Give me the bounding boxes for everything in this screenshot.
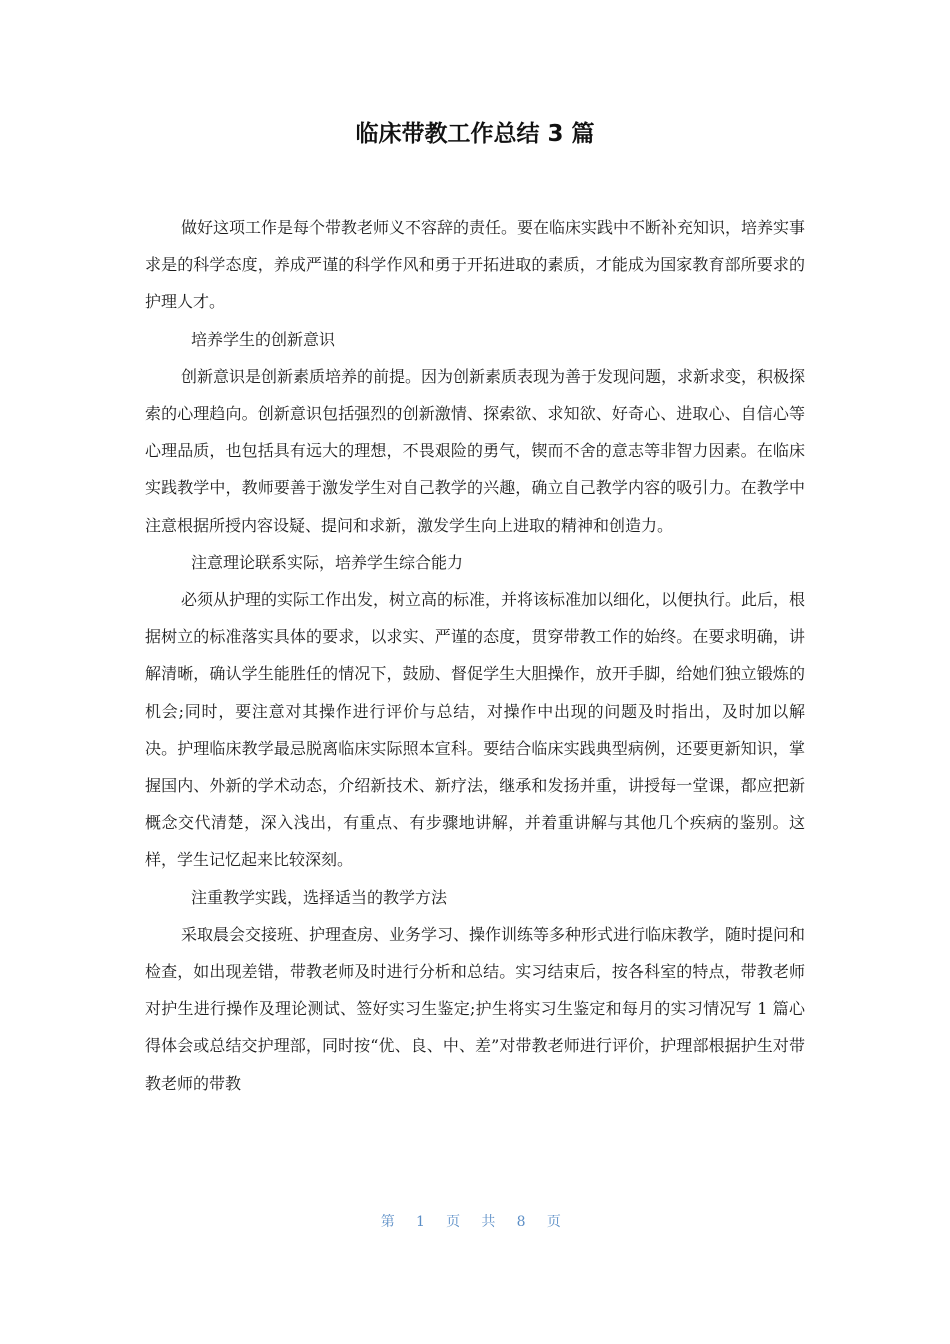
section-heading-theory-practice: 注意理论联系实际，培养学生综合能力 [191, 552, 464, 572]
paragraph-theory-practice: 必须从护理的实际工作出发，树立高的标准，并将该标准加以细化，以便执行。此后，根据树立的标准落实具体的要求，以求实、严谨的态度，贯穿带教工作的始终。在要求明确，讲解清晰，确认学生能胜任的情况下，鼓励、督促学生大胆操作，放开手脚，给她们独立锻炼的机会;同时，要注意对其操作进行评价与总结，对操作中出现的问题及时指出，及时加以解决。护理临床教学最忌脱离临床实际照本宣科。要结合临床实践典型病例，还要更新知识，掌握国内、外新的学术动态，介绍新技术、新疗法，继承和发扬并重，讲授每一堂课，都应把新概念交代清楚，深入浅出，有重点、有步骤地讲解，并着重讲解与其他几个疾病的鉴别。这样，学生记忆起来比较深刻。 [145, 590, 806, 870]
section-heading-innovation: 培养学生的创新意识 [191, 329, 336, 349]
page-number-footer: 第 1 页 共 8 页 [380, 1214, 570, 1230]
section-heading-teaching-methods: 注重教学实践，选择适当的教学方法 [191, 887, 448, 907]
paragraph-teaching-methods: 采取晨会交接班、护理查房、业务学习、操作训练等多种形式进行临床教学，随时提问和检查，如出现差错，带教老师及时进行分析和总结。实习结束后，按各科室的特点，带教老师对护生进行操作及理论测试、签好实习生鉴定;护生将实习生鉴定和每月的实习情况写 1 篇心得体会或总结交护理部，同时按“优、良、中、差”对带教老师进行评价，护理部根据护生对带教老师的带教 [145, 924, 806, 1093]
paragraph-intro: 做好这项工作是每个带教老师义不容辞的责任。要在临床实践中不断补充知识，培养实事求是的科学态度，养成严谨的科学作风和勇于开拓进取的素质，才能成为国家教育部所要求的护理人才。 [145, 218, 806, 312]
document-body [145, 209, 805, 1102]
paragraph-innovation: 创新意识是创新素质培养的前提。因为创新素质表现为善于发现问题，求新求变，积极探索的心理趋向。创新意识包括强烈的创新激情、探索欲、求知欲、好奇心、进取心、自信心等心理品质，也包括具有远大的理想，不畏艰险的勇气，锲而不舍的意志等非智力因素。在临床实践教学中，教师要善于激发学生对自己教学的兴趣，确立自己教学内容的吸引力。在教学中注意根据所授内容设疑、提问和求新，激发学生向上进取的精神和创造力。 [145, 366, 806, 535]
document-title: 临床带教工作总结 3 篇 [355, 121, 595, 147]
